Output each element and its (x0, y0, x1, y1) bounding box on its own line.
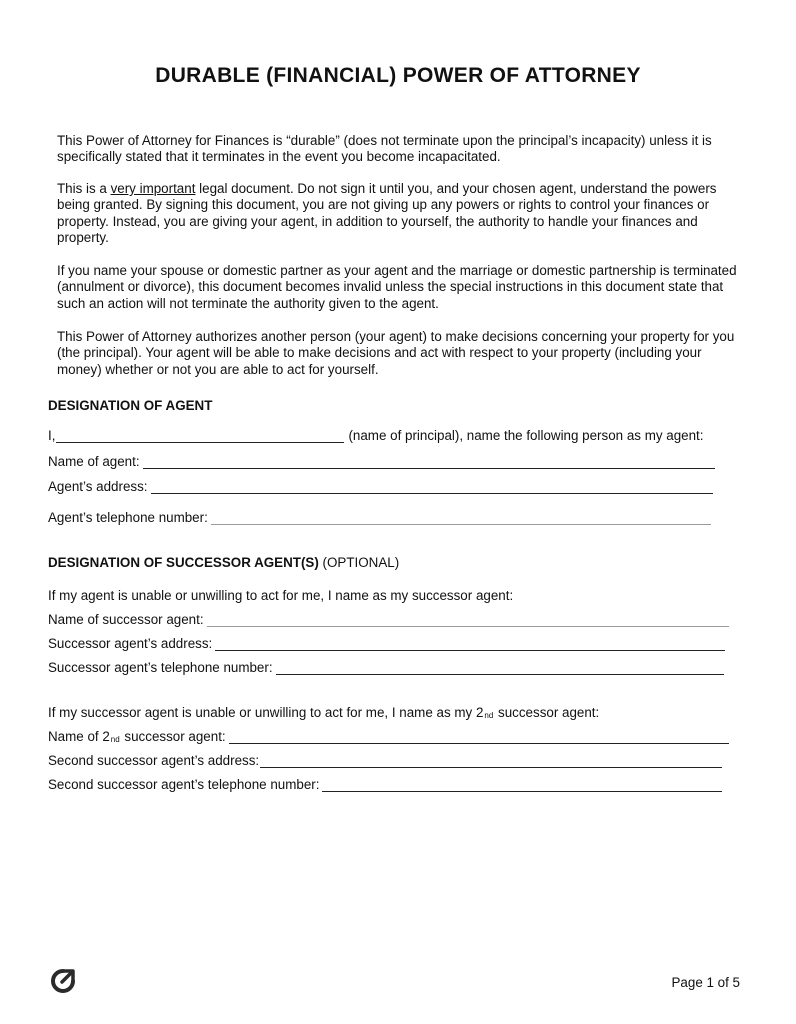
successor-address-label: Successor agent’s address: (48, 636, 213, 651)
intro-paragraph-spouse: If you name your spouse or domestic partner as your agent and the marriage or domestic partnership is terminated (annulment or divorce), this document becomes invalid unless the special instructions in this document state that such an action will not terminate the authority given to the agent. (57, 263, 737, 311)
successor-address-field[interactable] (215, 638, 725, 651)
second-phone-label: Second successor agent’s telephone number: (48, 777, 320, 792)
paragraph-text-start: This is a (57, 181, 111, 196)
agent-phone-row (48, 510, 711, 525)
brand-logo-icon (50, 968, 76, 994)
emphasis-text: very important (110, 181, 196, 196)
agent-address-field[interactable] (151, 481, 713, 494)
agent-address-label: Agent’s address: (48, 479, 148, 494)
successor-name-field[interactable] (207, 614, 729, 627)
second-successor-address-row (48, 753, 722, 768)
second-intro-start: If my successor agent is unable or unwilling to act for me, I name as my 2 (48, 705, 484, 720)
second-intro-sup: nd (484, 711, 494, 720)
second-successor-name-field[interactable] (229, 731, 729, 744)
successor-phone-row (48, 660, 724, 675)
successor-phone-field[interactable] (276, 662, 724, 675)
second-successor-name-row (48, 729, 729, 744)
second-address-label: Second successor agent’s address: (48, 753, 260, 768)
successor-name-row (48, 612, 729, 627)
second-successor-address-field[interactable] (260, 755, 722, 768)
second-successor-phone-row (48, 777, 722, 792)
successor-heading-bold: DESIGNATION OF SUCCESSOR AGENT(S) (48, 555, 319, 570)
successor-intro: If my agent is unable or unwilling to act for me, I name as my successor agent: (48, 588, 514, 603)
second-name-start: Name of 2 (48, 729, 110, 744)
agent-name-label: Name of agent: (48, 454, 140, 469)
agent-phone-field[interactable] (211, 512, 711, 525)
agent-address-row (48, 479, 713, 494)
second-intro-end: successor agent: (494, 705, 600, 720)
agent-name-row (48, 454, 715, 469)
paragraph-text-rest: legal document. Do not sign it until you, and your chosen agent, understand the powers being granted. By signing this document, you are not giving up any powers or rights to control your finances or property. Instead, you are giving your agent, in addition to yourself, the authority to handle your finances and property. (57, 181, 717, 245)
intro-paragraph-authorizes: This Power of Attorney authorizes another person (your agent) to make decisions concerning your property for you (the principal). Your agent will be able to make decisions and act with respect to your property (including your money) whether or not you are able to act for yourself. (57, 329, 735, 377)
principal-name-field[interactable] (56, 430, 344, 443)
second-name-label (48, 729, 226, 744)
agent-name-field[interactable] (143, 456, 715, 469)
second-name-sup: nd (110, 735, 120, 744)
intro-paragraph-durable: This Power of Attorney for Finances is “durable” (does not terminate upon the principal’s incapacity) unless it is specifically stated that it terminates in the event you become incapacitated. (57, 133, 712, 165)
document-title: DURABLE (FINANCIAL) POWER OF ATTORNEY (155, 64, 641, 87)
successor-heading-optional: (OPTIONAL) (322, 555, 400, 570)
intro-paragraph-important (57, 181, 747, 246)
principal-prefix: I, (48, 428, 56, 443)
second-successor-phone-field[interactable] (322, 779, 722, 792)
page-number: Page 1 of 5 (671, 975, 740, 990)
agent-phone-label: Agent’s telephone number: (48, 510, 208, 525)
successor-section-heading (48, 555, 399, 570)
principal-name-row (48, 428, 704, 443)
successor-address-row (48, 636, 725, 651)
successor-name-label: Name of successor agent: (48, 612, 204, 627)
principal-suffix: (name of principal), name the following person as my agent: (348, 428, 704, 443)
successor-phone-label: Successor agent’s telephone number: (48, 660, 273, 675)
second-successor-intro (48, 705, 599, 720)
second-name-end: successor agent: (120, 729, 226, 744)
agent-section-heading: DESIGNATION OF AGENT (48, 398, 213, 413)
